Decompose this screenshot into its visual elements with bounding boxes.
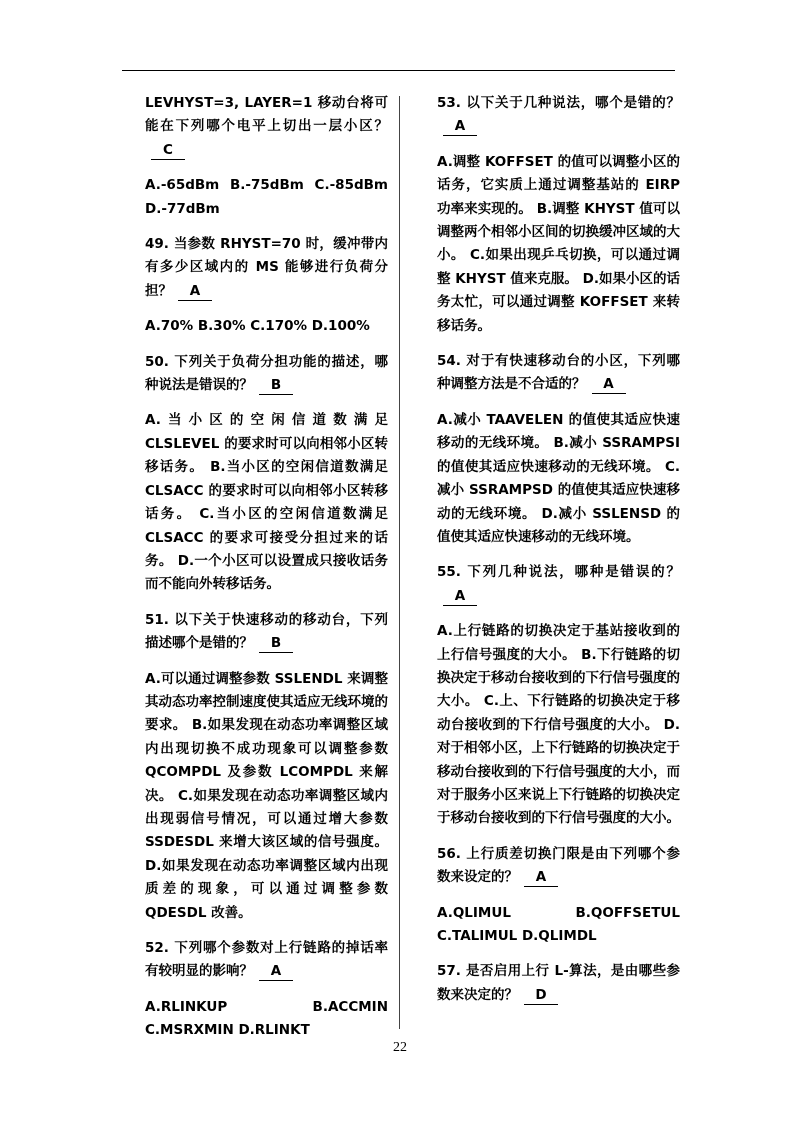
question-block: [145, 92, 388, 221]
answer-blank: B: [259, 634, 293, 653]
question-block: [437, 350, 680, 549]
question-block: [437, 843, 680, 949]
question-block: [437, 92, 680, 338]
options-text: A.-65dBm B.-75dBm C.-85dBm D.-77dBm: [145, 177, 388, 217]
answer-blank: A: [592, 375, 626, 394]
answer-blank: B: [259, 376, 293, 395]
options-text: A.可以通过调整参数 SSLENDL 来调整其动态功率控制速度使其适应无线环境的要求。 B.如果发现在动态功率调整区域内出现切换不成功现象可以调整参数 QCOMPDL 及参数 LCOMPDL 来解决。 C.如果发现在动态功率调整区域内出现弱信号情况，可以通过增大参数 SSDESDL 来增大该区域的信号强度。 D.如果发现在动态功率调整区域内出现质差的现象，可以通过调整参数 QDESDL 改善。: [145, 670, 388, 921]
page-number: 22: [393, 1040, 407, 1055]
question-block: [437, 960, 680, 1007]
answer-blank: A: [443, 117, 477, 136]
question-text: 50. 下列关于负荷分担功能的描述，哪种说法是错误的？ B: [145, 353, 388, 394]
answer-blank: A: [524, 868, 558, 887]
answer-blank: A: [259, 962, 293, 981]
answer-blank: A: [443, 587, 477, 606]
options-text: A.RLINKUP B.ACCMIN C.MSRXMIN D.RLINKT: [145, 998, 388, 1039]
question-text: LEVHYST=3, LAYER=1 移动台将可能在下列哪个电平上切出一层小区？C: [145, 95, 388, 158]
question-text: 55. 下列几种说法，哪种是错误的？A: [437, 564, 680, 604]
options-text: A.上行链路的切换决定于基站接收到的上行信号强度的大小。 B.下行链路的切换决定于移动台接收到的下行信号强度的大小。 C.上、下行链路的切换决定于移动台接收到的下行信号强度的大小。 D.对于相邻小区，上下行链路的切换决定于移动台接收到的下行信号强度的大小，而对于服务小区来说上下行链路的切换决定于移动台接收到的下行信号强度的大小。: [437, 623, 680, 827]
question-block: [145, 937, 388, 1043]
options-text: A.减小 TAAVELEN 的值使其适应快速移动的无线环境。 B.减小 SSRAMPSI 的值使其适应快速移动的无线环境。 C.减小 SSRAMPSD 的值使其适应快速移动的无线环境。 D.减小 SSLENSD 的值使其适应快速移动的无线环境。: [437, 411, 680, 545]
options-text: A.QLIMUL B.QOFFSETUL C.TALIMUL D.QLIMDL: [437, 904, 680, 944]
answer-blank: A: [178, 282, 212, 301]
question-block: [145, 233, 388, 339]
question-text: 56. 上行质差切换门限是由下列哪个参数来设定的？ A: [437, 845, 680, 886]
question-text: 57. 是否启用上行 L-算法，是由哪些参数来决定的？ D: [437, 963, 680, 1003]
header-rule: [122, 70, 675, 71]
question-text: 52. 下列哪个参数对上行链路的掉话率有较明显的影响？ A: [145, 940, 388, 980]
question-text: 49. 当参数 RHYST=70 时，缓冲带内有多少区域内的 MS 能够进行负荷分担？ A: [145, 236, 388, 299]
question-text: 53. 以下关于几种说法，哪个是错的？A: [437, 95, 680, 135]
question-text: 54. 对于有快速移动台的小区，下列哪种调整方法是不合适的？ A: [437, 353, 680, 393]
question-block: [437, 561, 680, 830]
options-text: A.调整 KOFFSET 的值可以调整小区的话务，它实质上通过调整基站的 EIRP 功率来实现的。 B.调整 KHYST 值可以调整两个相邻小区间的切换缓冲区域的大小。 C.如果出现乒乓切换，可以通过调整 KHYST 值来克服。 D.如果小区的话务太忙，可以通过调整 KOFFSET 来转移话务。: [437, 153, 680, 334]
question-block: [145, 351, 388, 597]
answer-blank: C: [151, 141, 185, 160]
column-divider: [399, 96, 400, 1029]
question-text: 51. 以下关于快速移动的移动台，下列描述哪个是错的？ B: [145, 611, 388, 652]
question-block: [145, 609, 388, 925]
answer-blank: D: [524, 986, 558, 1005]
right-column: [437, 92, 680, 1007]
options-text: A.70% B.30% C.170% D.100%: [145, 318, 370, 335]
left-column: [145, 92, 388, 1043]
options-text: A.当小区的空闲信道数满足 CLSLEVEL 的要求时可以向相邻小区转移话务。 B.当小区的空闲信道数满足 CLSACC 的要求时可以向相邻小区转移话务。 C.当小区的空闲信道数满足 CLSACC 的要求可接受分担过来的话务。 D.一个小区可以设置成只接收话务而不能向外转移话务。: [145, 412, 388, 593]
